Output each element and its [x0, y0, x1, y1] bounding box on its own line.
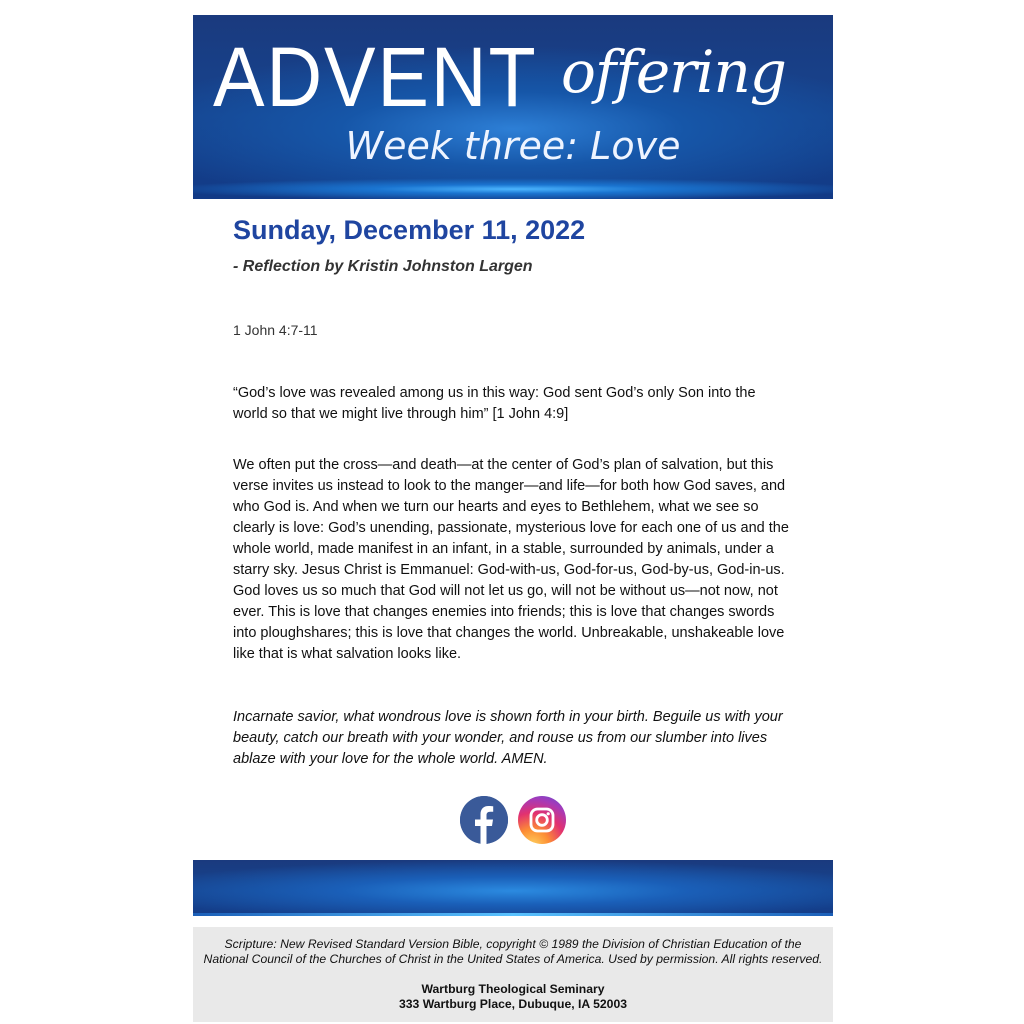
organization-info	[193, 982, 833, 1012]
organization-address: 333 Wartburg Place, Dubuque, IA 52003	[398, 997, 628, 1011]
footer-banner	[193, 860, 833, 916]
permission-line-2: National Council of the Churches of Christ in the United States of America. Used by permission. All rights reserved.	[203, 952, 823, 966]
instagram-icon[interactable]	[518, 796, 566, 844]
article-body	[193, 199, 833, 770]
scripture-permission	[193, 927, 833, 967]
verse-quote: “God’s love was revealed among us in this way: God sent God’s only Son into the world so that we might live through him” [1 John 4:9]	[233, 385, 756, 422]
email-container	[193, 15, 833, 1022]
facebook-icon[interactable]	[460, 796, 508, 844]
organization-name: Wartburg Theological Seminary	[421, 982, 605, 996]
banner-subtitle: Week three: Love	[345, 124, 681, 168]
footer	[193, 927, 833, 1022]
scripture-reference: 1 John 4:7-11	[233, 322, 318, 338]
header-banner	[193, 15, 833, 199]
permission-line-1: Scripture: New Revised Standard Version Bible, copyright © 1989 the Division of Christian Education of the	[224, 937, 802, 951]
reflection-text: We often put the cross—and death—at the center of God’s plan of salvation, but this verse invites us instead to look to the manger—and life—for both how God saves, and who God is. And when we turn our hearts and eyes to Bethlehem, what we see so clearly is love: God’s unending, passionate, mysterious love for each one of us and the whole world, made manifest in an infant, in a stable, surrounded by animals, under a starry sky. Jesus Christ is Emmanuel: God-with-us, God-for-us, God-by-us, God-in-us. God loves us so much that God will not let us go, will not be without us—not now, not ever. This is love that changes enemies into friends; this is love that changes swords into ploughshares; this is love that changes the world. Unbreakable, unshakeable love like that is what salvation looks like.	[233, 457, 789, 662]
article-date: Sunday, December 11, 2022	[233, 215, 586, 245]
banner-glow	[193, 177, 833, 199]
banner-title-advent: ADVENT	[213, 30, 538, 124]
article-byline: - Reflection by Kristin Johnston Largen	[233, 258, 533, 275]
banner-title-offering: offering	[561, 38, 786, 106]
social-links	[193, 796, 833, 845]
closing-prayer: Incarnate savior, what wondrous love is shown forth in your birth. Beguile us with your beauty, catch our breath with your wonder, and rouse us from our slumber into lives ablaze with your love for the whole world. AMEN.	[233, 709, 783, 767]
